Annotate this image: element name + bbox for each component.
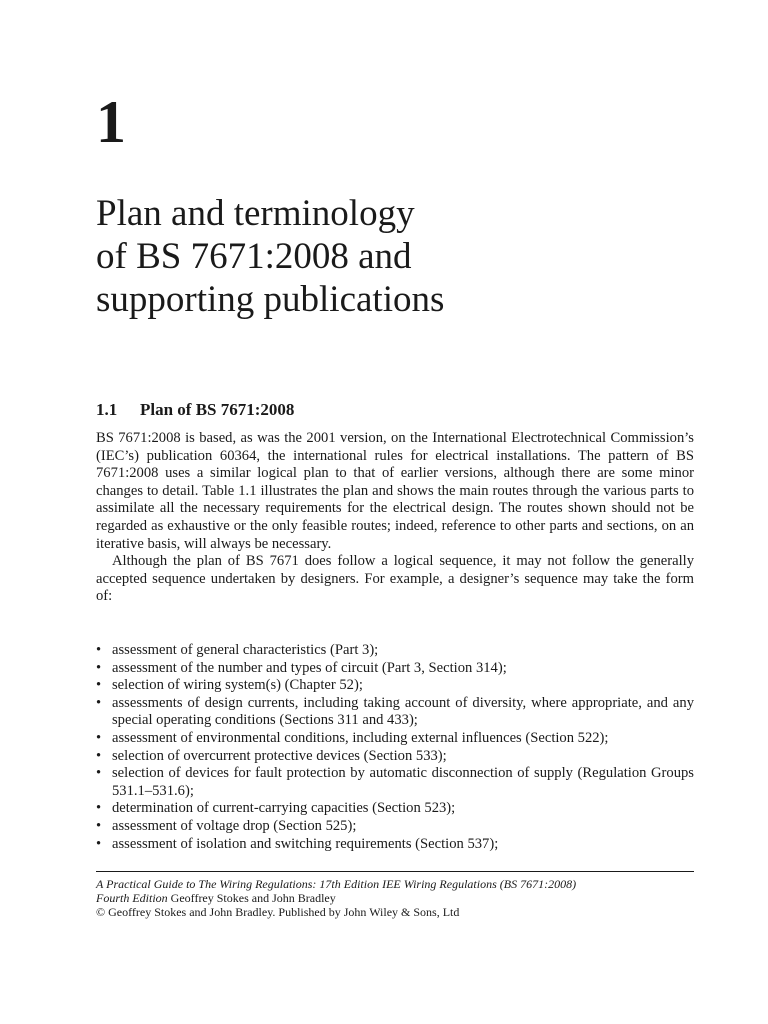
bullet-icon: • <box>96 729 102 746</box>
paragraph: Although the plan of BS 7671 does follow a logical sequence, it may not follow the generally accepted sequence undertaken by designers. For example, a designer’s sequence may take the form of: <box>96 553 694 605</box>
list-item <box>96 765 694 800</box>
chapter-title-line: Plan and terminology <box>96 193 415 234</box>
list-item <box>96 800 694 818</box>
chapter-title-line: of BS 7671:2008 and <box>96 236 412 277</box>
body-text <box>96 430 694 606</box>
footer-edition-line <box>96 891 696 905</box>
list-item-text: assessment of isolation and switching requirements (Section 537); <box>112 835 499 852</box>
bullet-icon: • <box>96 747 102 764</box>
footer-book-title: A Practical Guide to The Wiring Regulations: 17th Edition IEE Wiring Regulations (BS 7671:2008) <box>96 877 577 891</box>
list-item-text: assessment of environmental conditions, including external influences (Section 522); <box>112 729 609 746</box>
list-item-text: selection of devices for fault protection by automatic disconnection of supply (Regulation Groups 531.1–531.6); <box>112 765 694 799</box>
list-item <box>96 642 694 660</box>
page-footer <box>96 877 696 919</box>
section-title: Plan of BS 7671:2008 <box>140 400 295 419</box>
footer-divider <box>96 871 694 872</box>
list-item-text: assessment of voltage drop (Section 525); <box>112 817 357 834</box>
chapter-number: 1 <box>96 89 126 155</box>
section-heading <box>96 400 294 420</box>
footer-edition: Fourth Edition <box>96 891 168 905</box>
list-item <box>96 818 694 836</box>
list-item <box>96 730 694 748</box>
chapter-title-line: supporting publications <box>96 279 445 320</box>
bullet-icon: • <box>96 835 102 852</box>
list-item-text: selection of wiring system(s) (Chapter 52); <box>112 677 363 694</box>
footer-copyright: © Geoffrey Stokes and John Bradley. Published by John Wiley & Sons, Ltd <box>96 905 460 919</box>
list-item-text: determination of current-carrying capacities (Section 523); <box>112 800 456 817</box>
bullet-list <box>96 642 694 853</box>
list-item-text: assessment of the number and types of circuit (Part 3, Section 314); <box>112 659 507 676</box>
list-item-text: selection of overcurrent protective devices (Section 533); <box>112 747 447 764</box>
list-item-text: assessments of design currents, including taking account of diversity, where appropriate, and any special operating conditions (Sections 311 and 433); <box>112 694 694 729</box>
bullet-icon: • <box>96 694 102 711</box>
list-item <box>96 677 694 695</box>
bullet-icon: • <box>96 677 102 694</box>
list-item <box>96 660 694 678</box>
bullet-icon: • <box>96 659 102 676</box>
section-number: 1.1 <box>96 400 118 419</box>
list-item <box>96 695 694 730</box>
list-item <box>96 748 694 766</box>
list-item <box>96 836 694 854</box>
chapter-title <box>96 192 696 321</box>
paragraph: BS 7671:2008 is based, as was the 2001 version, on the International Electrotechnical Commission’s (IEC’s) publication 60364, the international rules for electrical installations. The pattern of BS 7671:2008 uses a similar logical plan to that of earlier versions, although there are some minor changes to detail. Table 1.1 illustrates the plan and shows the main routes through the various parts to assimilate all the necessary requirements for the electrical design. The routes shown should not be regarded as exhaustive or the only feasible routes; indeed, reference to other parts and sections, on an iterative basis, will always be necessary. <box>96 430 694 552</box>
bullet-icon: • <box>96 817 102 834</box>
bullet-icon: • <box>96 765 102 782</box>
footer-authors: Geoffrey Stokes and John Bradley <box>170 891 336 905</box>
list-item-text: assessment of general characteristics (Part 3); <box>112 642 379 658</box>
bullet-icon: • <box>96 800 102 817</box>
bullet-icon: • <box>96 642 102 658</box>
